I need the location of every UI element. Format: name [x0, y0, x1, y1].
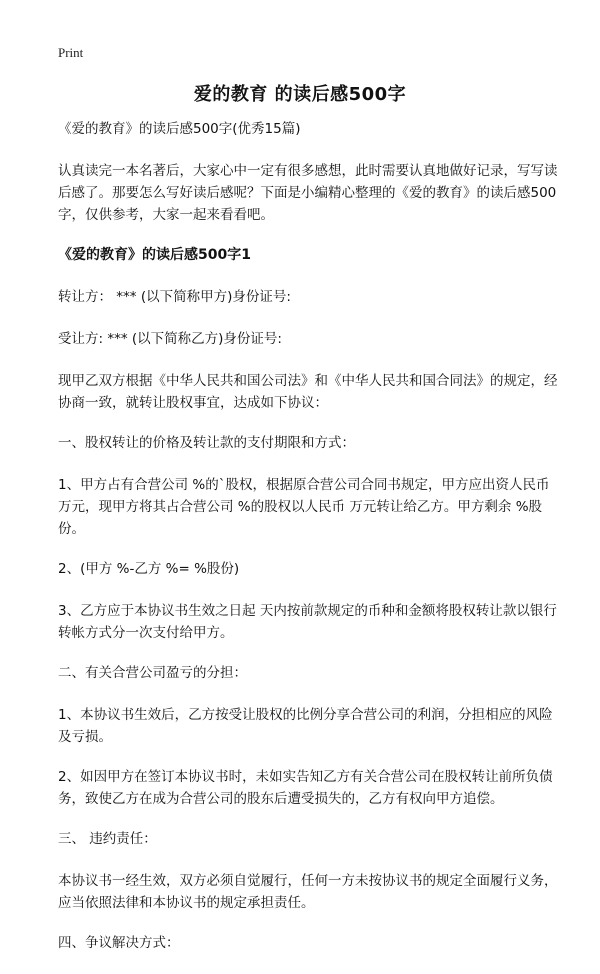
article-subtitle: 《爱的教育》的读后感500字(优秀15篇): [58, 121, 301, 137]
clause-3-title: 三、 违约责任：: [58, 831, 157, 847]
clause-1-1: 1、甲方占有合营公司 %的`股权，根据原合营公司合同书规定，甲方应出资人民币 万元，现甲方将其占合营公司 %的股权以人民币 万元转让给乙方。甲方剩余 %股份。: [58, 477, 550, 537]
intro-paragraph: 认真读完一本名著后，大家心中一定有很多感想，此时需要认真地做好记录，写写读后感了。那要怎么写好读后感呢？下面是小编精心整理的《爱的教育》的读后感500字，仅供参考，大家一起来看看吧。: [58, 163, 558, 223]
clause-2-title: 二、有关合营公司盈亏的分担：: [58, 665, 247, 681]
agreement-intro: 现甲乙双方根据《中华人民共和国公司法》和《中华人民共和国合同法》的规定，经协商一致，就转让股权事宜，达成如下协议：: [58, 373, 558, 411]
transferor-line: 转让方： *** (以下简称甲方)身份证号:: [58, 289, 291, 305]
article-body: [58, 118, 558, 974]
clause-4-title: 四、争议解决方式：: [58, 935, 180, 951]
clause-1-title: 一、股权转让的价格及转让款的支付期限和方式：: [58, 435, 355, 451]
page-title: 爱的教育 的读后感500字: [193, 84, 407, 105]
transferee-line: 受让方: *** (以下简称乙方)身份证号:: [58, 331, 282, 347]
clause-2-1: 1、本协议书生效后，乙方按受让股权的比例分享合营公司的利润，分担相应的风险及亏损。: [58, 707, 553, 745]
clause-1-3: 3、乙方应于本协议书生效之日起 天内按前款规定的币种和金额将股权转让款以银行转帐方式分一次支付给甲方。: [58, 603, 557, 641]
clause-2-2: 2、如因甲方在签订本协议书时，未如实告知乙方有关合营公司在股权转让前所负债务，致使乙方在成为合营公司的股东后遭受损失的，乙方有权向甲方追偿。: [58, 769, 553, 807]
clause-3-1: 本协议书一经生效，双方必须自觉履行，任何一方未按协议书的规定全面履行义务，应当依照法律和本协议书的规定承担责任。: [58, 873, 558, 911]
clause-1-2: 2、(甲方 %-乙方 %= %股份): [58, 561, 240, 577]
print-link[interactable]: Print: [58, 45, 84, 60]
section-heading: 《爱的教育》的读后感500字1: [58, 247, 251, 263]
